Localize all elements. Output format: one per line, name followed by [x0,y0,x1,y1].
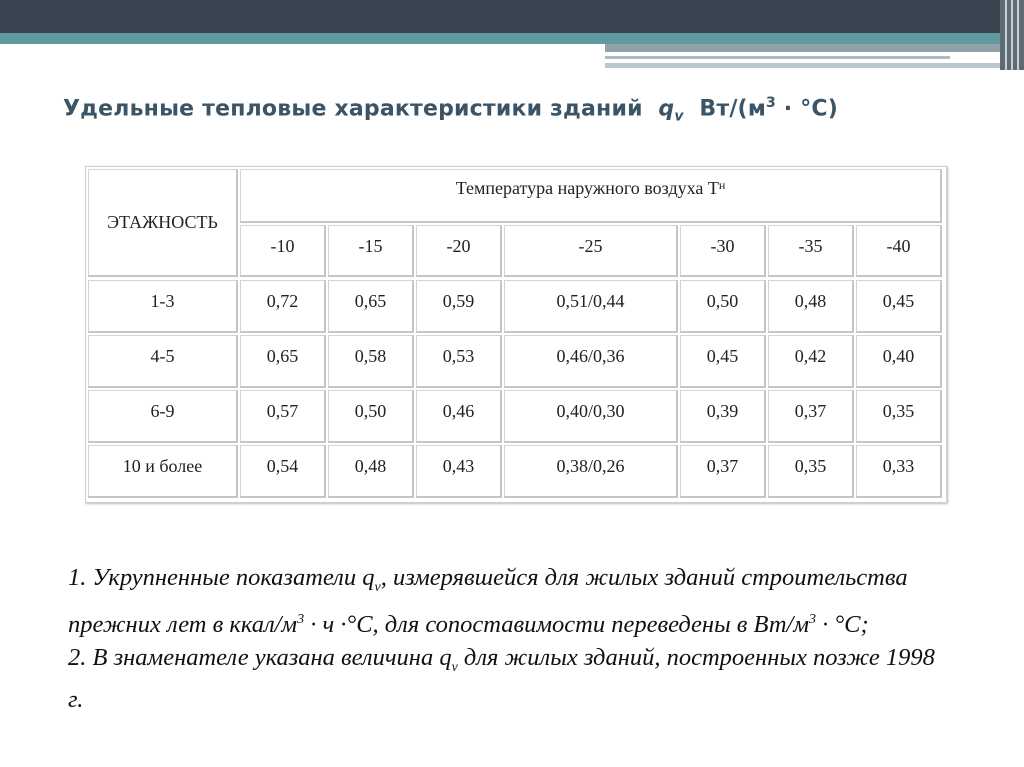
floors-header [88,169,238,277]
row-floors-label: 10 и более [88,445,238,498]
table-cell-value: 0,43 [416,445,502,498]
header-line [605,63,1000,68]
table-cell-value: 0,40 [856,335,942,388]
temperature-column-header: -20 [416,225,502,277]
table-cell-value: 0,48 [768,280,854,333]
temperature-header-sub: н [718,178,726,192]
note-2-text: 2. В знаменателе указана величина q [68,643,452,671]
slide-title [63,95,838,125]
table-cell-value: 0,38/0,26 [504,445,678,498]
table-cell-value: 0,58 [328,335,414,388]
note-1-text: · °С; [815,611,869,639]
table-cell-value: 0,35 [768,445,854,498]
temperature-column-header: -25 [504,225,678,277]
header-line [605,56,950,59]
row-floors-label: 1-3 [88,280,238,333]
heat-characteristics-table [85,166,947,503]
table-cell-value: 0,50 [328,390,414,443]
table-cell-value: 0,37 [768,390,854,443]
temperature-column-header: -10 [240,225,326,277]
header-band-grey [605,44,1000,52]
table-cell-value: 0,48 [328,445,414,498]
title-text: Удельные тепловые характеристики зданий [63,96,643,122]
temperature-column-header: -40 [856,225,942,277]
table-cell-value: 0,45 [680,335,766,388]
table-cell-value: 0,53 [416,335,502,388]
note-1-text: , измерявшейся для жилых зданий строительства прежних лет в ккал/м [68,564,908,639]
header-band-dark [0,0,1000,33]
note-2 [68,642,948,716]
table-cell-value: 0,37 [680,445,766,498]
table-cell-value: 0,54 [240,445,326,498]
title-unit-suffix: · °С) [775,96,839,122]
note-1-text: · ч ·°С, для сопоставимости переведены в Вт/м [304,611,809,639]
temperature-column-header: -15 [328,225,414,277]
note-1-sup: 3 [808,612,816,628]
header-band-teal [0,33,1000,44]
table-cell-value: 0,65 [328,280,414,333]
temperature-column-header: -35 [768,225,854,277]
title-unit-sup: 3 [766,95,776,111]
row-floors-label: 4-5 [88,335,238,388]
table-cell-value: 0,50 [680,280,766,333]
table-cell-value: 0,39 [680,390,766,443]
table-cell-value: 0,46 [416,390,502,443]
temperature-header-label: Температура наружного воздуха Т [455,178,719,198]
note-2-text: для жилых зданий, построенных позже 1998 г. [68,643,935,713]
note-1-sub: v [374,579,381,595]
note-1 [68,562,948,642]
table-cell-value: 0,51/0,44 [504,280,678,333]
temperature-column-header: -30 [680,225,766,277]
title-symbol-sub: v [674,108,684,125]
table-cell-value: 0,33 [856,445,942,498]
table-cell-value: 0,45 [856,280,942,333]
notes [68,562,948,716]
table-cell-value: 0,42 [768,335,854,388]
note-1-sup: 3 [297,612,305,628]
temperature-header [240,169,942,223]
table-cell-value: 0,59 [416,280,502,333]
floors-header-label: ЭТАЖНОСТЬ [107,212,218,232]
note-1-text: 1. Укрупненные показатели q [68,564,375,591]
table-cell-value: 0,40/0,30 [504,390,678,443]
note-2-sub: v [451,659,458,675]
table-cell-value: 0,72 [240,280,326,333]
table-cell-value: 0,65 [240,335,326,388]
title-unit-prefix: Вт/(м [699,96,766,122]
table-cell-value: 0,35 [856,390,942,443]
title-symbol: q [658,96,675,122]
table-cell-value: 0,57 [240,390,326,443]
header-corner [1000,0,1024,70]
row-floors-label: 6-9 [88,390,238,443]
table-cell-value: 0,46/0,36 [504,335,678,388]
